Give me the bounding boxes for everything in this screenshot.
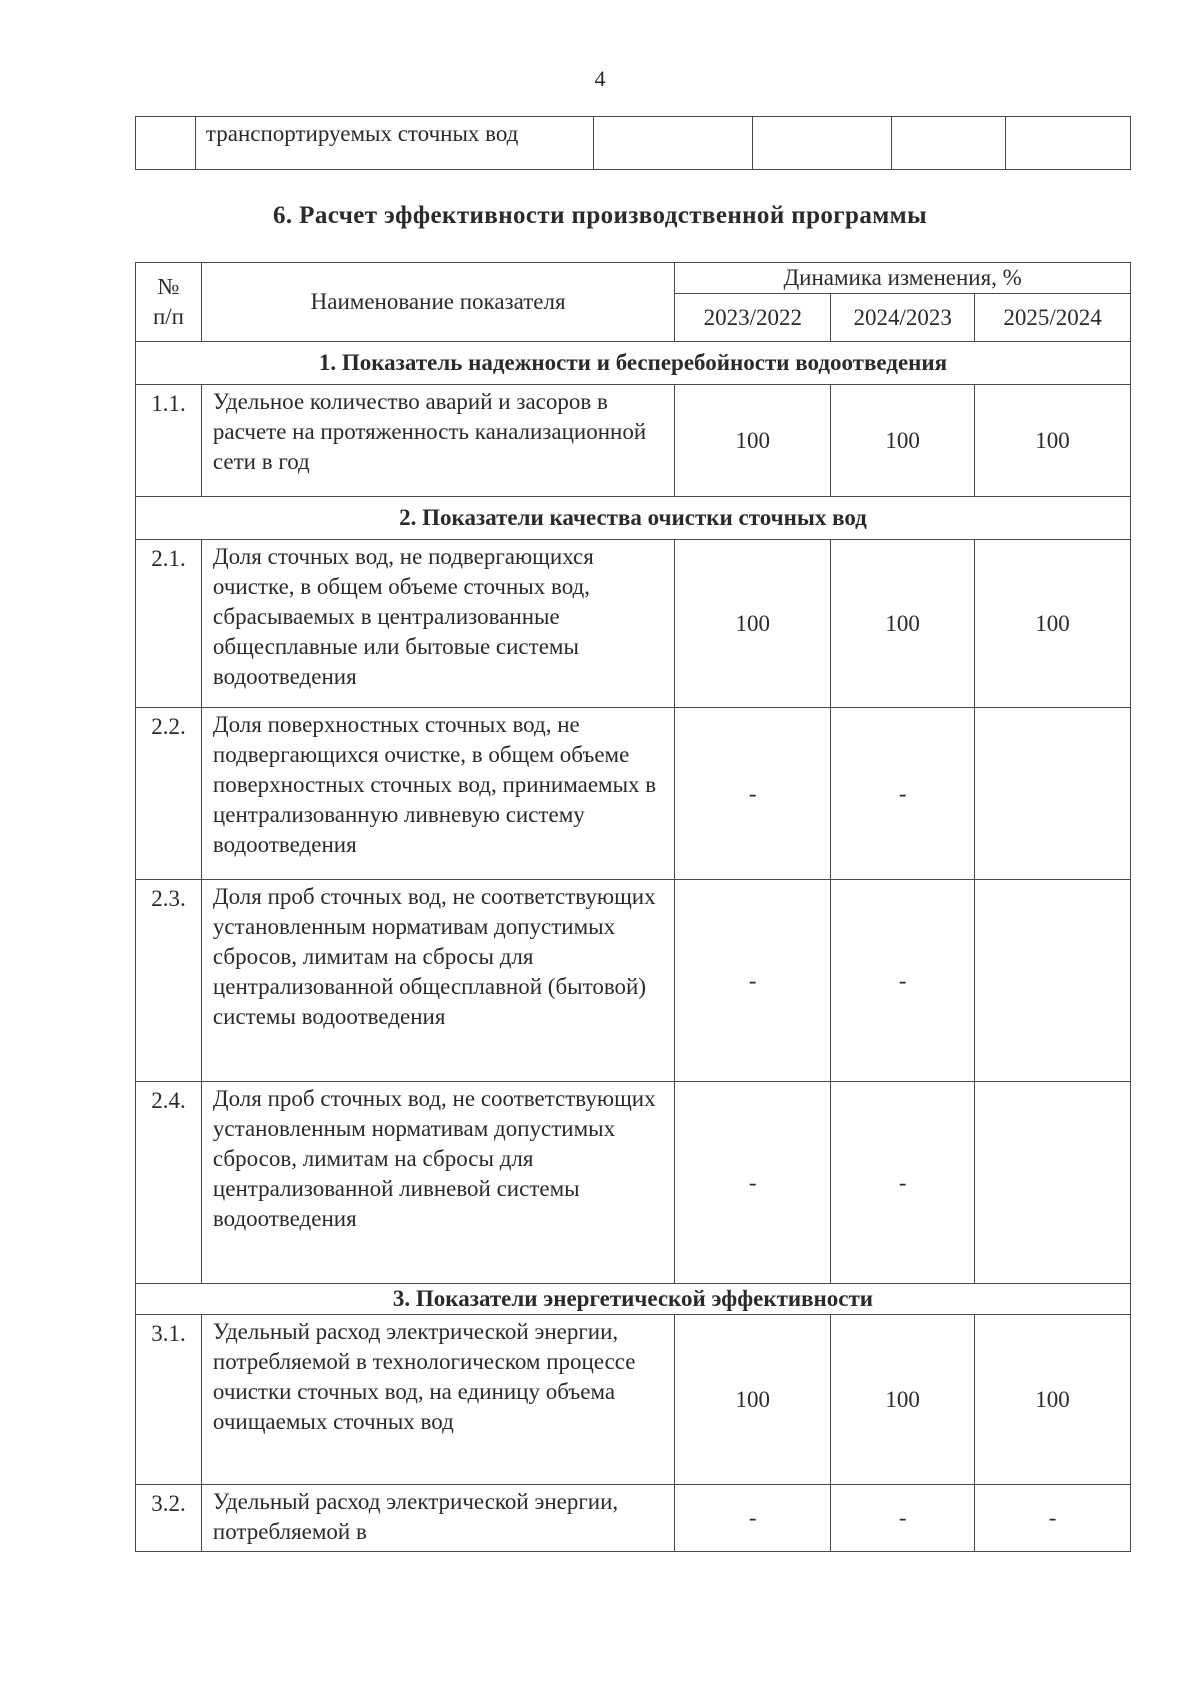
header-num: № п/п (136, 263, 202, 342)
value-cell: - (675, 1485, 831, 1552)
row-number: 2.4. (136, 1082, 202, 1284)
row-number: 3.2. (136, 1485, 202, 1552)
row-number: 3.1. (136, 1315, 202, 1485)
value-cell: - (675, 708, 831, 880)
value-cell: - (831, 880, 975, 1082)
row-number: 2.1. (136, 540, 202, 708)
value-cell: 100 (675, 1315, 831, 1485)
efficiency-table (135, 262, 1131, 1552)
value-cell (975, 708, 1131, 880)
value-cell (975, 1082, 1131, 1284)
name-cell: транспортируемых сточных вод (195, 117, 593, 170)
header-dynamics: Динамика изменения, % (675, 263, 1131, 294)
value-cell (975, 880, 1131, 1082)
table-row (136, 880, 1131, 1082)
value-cell (593, 117, 753, 170)
value-cell: 100 (831, 385, 975, 497)
group-row (136, 497, 1131, 540)
value-cell (753, 117, 892, 170)
value-cell: 100 (675, 385, 831, 497)
value-cell: - (975, 1485, 1131, 1552)
indicator-name: Доля проб сточных вод, не соответствующих установленным нормативам допустимых сбросов, лимитам на сбросы для централизованной ливневой системы водоотведения (201, 1082, 674, 1284)
indicator-name: Удельный расход электрической энергии, потребляемой в (201, 1485, 674, 1552)
table-row (136, 385, 1131, 497)
value-cell: 100 (975, 385, 1131, 497)
indicator-name: Доля поверхностных сточных вод, не подвергающихся очистке, в общем объеме поверхностных сточных вод, принимаемых в централизованную ливневую систему водоотведения (201, 708, 674, 880)
value-cell: 100 (831, 1315, 975, 1485)
value-cell: - (675, 880, 831, 1082)
group-title: 3. Показатели энергетической эффективности (136, 1284, 1131, 1315)
row-number: 2.2. (136, 708, 202, 880)
value-cell: - (831, 708, 975, 880)
indicator-name: Доля проб сточных вод, не соответствующих установленным нормативам допустимых сбросов, лимитам на сбросы для централизованной общесплавной (бытовой) системы водоотведения (201, 880, 674, 1082)
table-body (136, 263, 1131, 1552)
value-cell: - (675, 1082, 831, 1284)
indicator-name: Удельный расход электрической энергии, потребляемой в технологическом процессе очистки сточных вод, на единицу объема очищаемых сточных вод (201, 1315, 674, 1485)
header-period: 2024/2023 (831, 294, 975, 342)
group-title: 2. Показатели качества очистки сточных вод (136, 497, 1131, 540)
continuation-table (135, 116, 1131, 170)
value-cell: 100 (675, 540, 831, 708)
value-cell (892, 117, 1006, 170)
table-row (136, 708, 1131, 880)
table-row (136, 540, 1131, 708)
row-number: 1.1. (136, 385, 202, 497)
page-number: 4 (594, 66, 606, 91)
value-cell: 100 (975, 540, 1131, 708)
indicator-name: Доля сточных вод, не подвергающихся очистке, в общем объеме сточных вод, сбрасываемых в централизованные общесплавные или бытовые системы водоотведения (201, 540, 674, 708)
row-number: 2.3. (136, 880, 202, 1082)
table-row (136, 1315, 1131, 1485)
value-cell: 100 (975, 1315, 1131, 1485)
header-period: 2025/2024 (975, 294, 1131, 342)
value-cell (1006, 117, 1131, 170)
value-cell: - (831, 1485, 975, 1552)
value-cell: 100 (831, 540, 975, 708)
table-row (136, 1485, 1131, 1552)
num-cell (136, 117, 196, 170)
indicator-name: Удельное количество аварий и засоров в расчете на протяженность канализационной сети в год (201, 385, 674, 497)
section-title: 6. Расчет эффективности производственной программы (272, 202, 928, 229)
header-row (136, 263, 1131, 294)
table-row (136, 1082, 1131, 1284)
header-period: 2023/2022 (675, 294, 831, 342)
group-row (136, 1284, 1131, 1315)
group-title: 1. Показатель надежности и бесперебойности водоотведения (136, 342, 1131, 385)
header-name: Наименование показателя (201, 263, 674, 342)
table-row (136, 117, 1131, 170)
group-row (136, 342, 1131, 385)
value-cell: - (831, 1082, 975, 1284)
